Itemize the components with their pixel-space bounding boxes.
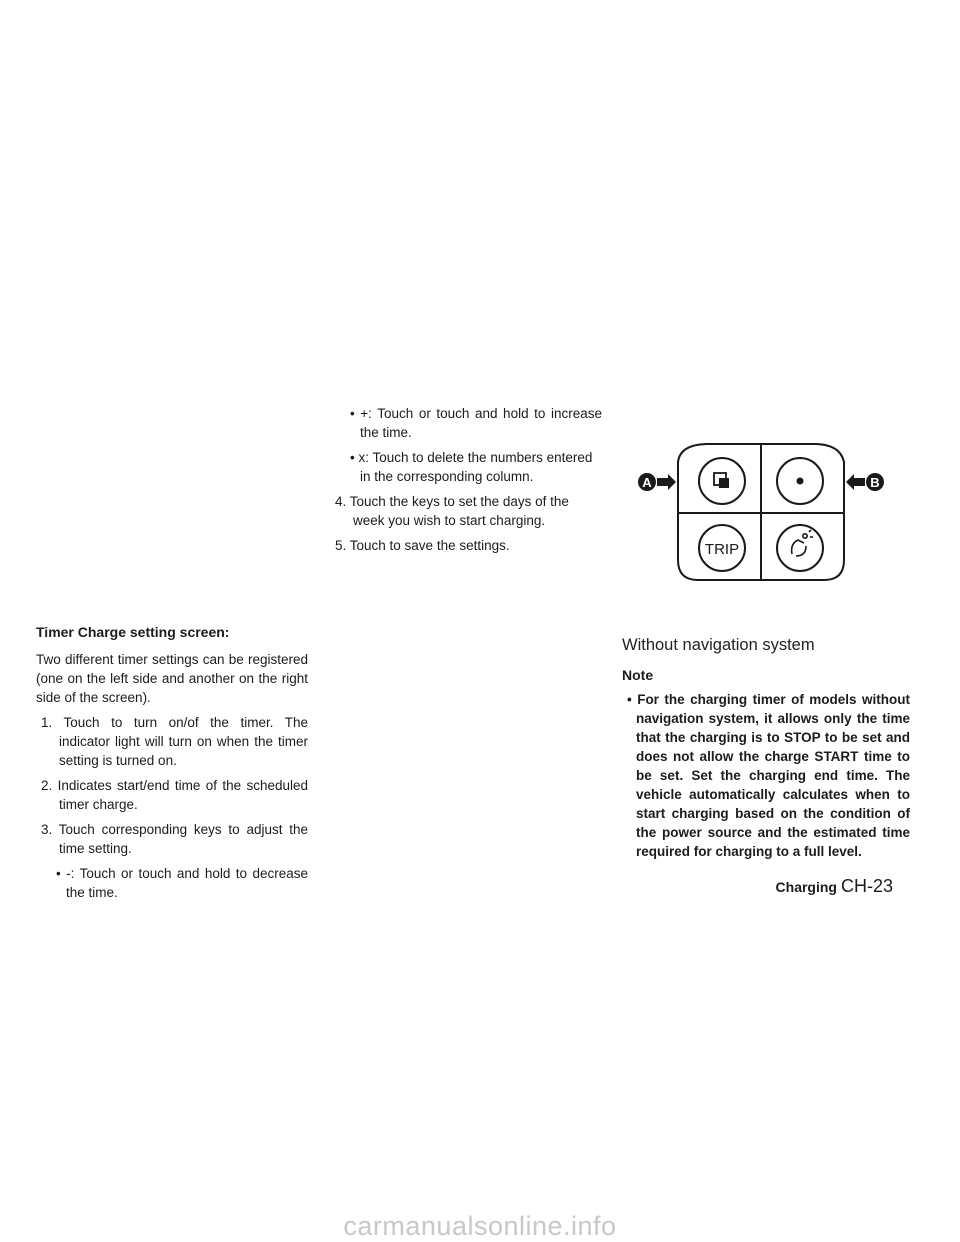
bullet-x: • x: Touch to delete the numbers entered in the corresponding column. [350,450,593,484]
page-footer [776,876,893,897]
intro-paragraph: Two different timer settings can be registered (one on the left side and another on the right side of the screen). [36,652,308,705]
callout-b-letter: B [870,475,880,490]
footer-section-name: Charging [775,879,837,895]
section-title-without-navigation: Without navigation system [622,636,815,654]
arrow-left-icon [846,474,865,490]
note-title: Note [622,667,654,683]
list-item-5: 5. Touch to save the settings. [335,538,510,553]
callout-a [638,473,676,491]
arrow-right-icon [657,474,676,490]
note-text: • For the charging timer of models without navigation system, it allows only the time that the charging is to STOP to be set and does not allow the charge START time to be set. Set the charging end time. The vehicle automatically calculates when to start charging based on the condition of the power source and the estimated time required for charging to a full level. [627,692,910,859]
list-item-2: 2. Indicates start/end time of the scheduled timer charge. [41,778,308,812]
dot-icon [797,478,804,485]
callout-b [846,473,884,491]
left-column [36,623,308,908]
trip-label: TRIP [704,541,740,558]
display-toggle-icon [714,473,729,488]
bullet-minus: • -: Touch or touch and hold to decrease the time. [56,866,308,900]
illumination-icon [792,530,813,556]
lower-right-button-ring [777,525,823,571]
list-item-4: 4. Touch the keys to set the days of the week you wish to start charging. [335,494,569,528]
callout-a-letter: A [642,475,652,490]
bullet-plus: • +: Touch or touch and hold to increase the time. [350,406,602,440]
watermark: carmanualsonline.info [343,1211,617,1241]
switch-panel-figure [636,440,898,590]
section-heading-timer-charge: Timer Charge setting screen: [36,624,230,640]
list-item-3: 3. Touch corresponding keys to adjust the time setting. [41,822,308,856]
middle-column [330,404,602,561]
page-number: CH-23 [840,876,893,896]
list-item-1: 1. Touch to turn on/of the timer. The indicator light will turn on when the timer setting is turned on. [41,715,308,768]
